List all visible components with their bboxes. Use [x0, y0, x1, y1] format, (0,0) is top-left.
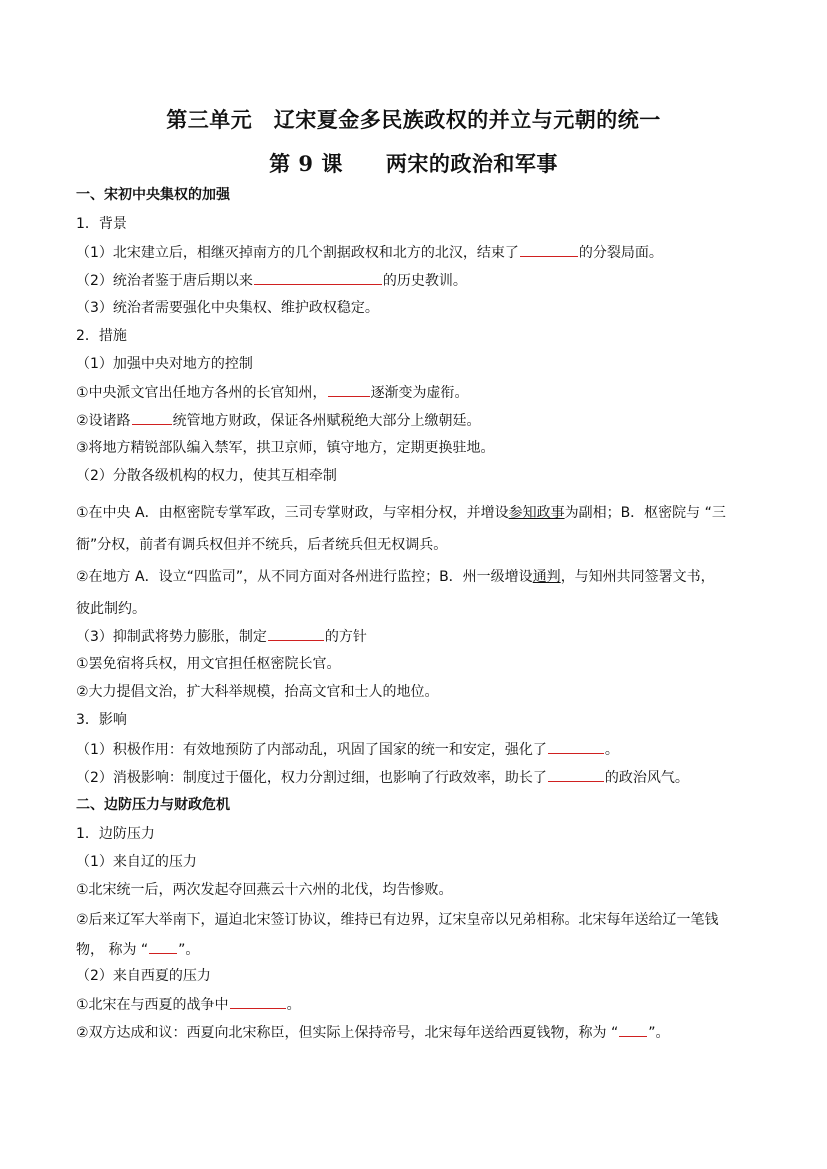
text: ①北宋在与西夏的战争中 [76, 997, 229, 1013]
text: （2）统治者鉴于唐后期以来 [76, 273, 253, 289]
fill-blank[interactable] [149, 939, 177, 954]
lesson-title: 第 9 课 两宋的政治和军事 [269, 151, 558, 176]
underlined-term: 参知政事 [508, 505, 565, 521]
measures-label: 2．措施 [76, 328, 127, 344]
underlined-term: 通判 [532, 569, 561, 585]
text: 的政治风气。 [604, 770, 689, 786]
background-item-1 [76, 242, 663, 263]
measure-2-heading: （2）分散各级机构的权力，使其互相牵制 [76, 468, 337, 484]
impact-negative [76, 767, 689, 788]
unit-title: 第三单元 辽宋夏金多民族政权的并立与元朝的统一 [166, 107, 661, 132]
text: 的历史教训。 [382, 273, 467, 289]
fill-blank[interactable] [548, 767, 604, 782]
border-pressure-label: 1．边防压力 [76, 826, 155, 842]
xixia-item-1 [76, 994, 301, 1015]
text: （3）抑制武将势力膨胀，制定 [76, 629, 267, 645]
text: ①在中央 A．由枢密院专掌军政，三司专掌财政，与宰相分权，并增设 [76, 505, 509, 521]
measure-1-item-a [76, 382, 469, 403]
fill-blank[interactable] [254, 270, 382, 285]
liao-item-1: ①北宋统一后，两次发起夺回燕云十六州的北伐，均告惨败。 [76, 882, 453, 898]
impact-positive [76, 739, 619, 760]
text: ②在地方 A．设立“四监司”，从不同方面对各州进行监控；B．州一级增设 [76, 569, 533, 585]
text: 为副相；B．枢密院与 “三 [564, 505, 726, 521]
measure-2-item-a-cont: 衙”分权，前者有调兵权但并不统兵，后者统兵但无权调兵。 [76, 537, 448, 553]
text: 的方针 [324, 629, 367, 645]
text: ，与知州共同签署文书， [560, 569, 715, 585]
liao-item-2-cont [76, 939, 199, 960]
text: （1）积极作用：有效地预防了内部动乱，巩固了国家的统一和安定，强化了 [76, 742, 547, 758]
measure-1-heading: （1）加强中央对地方的控制 [76, 356, 253, 372]
xixia-item-2 [76, 1022, 670, 1043]
text: 的分裂局面。 [578, 245, 663, 261]
measure-3-heading [76, 626, 367, 647]
text: 。 [286, 997, 301, 1013]
measure-3-item-a: ①罢免宿将兵权，用文官担任枢密院长官。 [76, 656, 341, 672]
text: 逐渐变为虚衔。 [370, 385, 469, 401]
measure-2-item-a [76, 503, 726, 523]
section-2-heading: 二、边防压力与财政危机 [76, 797, 230, 813]
section-1-heading: 一、宋初中央集权的加强 [76, 187, 230, 203]
text: 物， 称为 “ [76, 942, 149, 958]
text: （1）北宋建立后，相继灭掉南方的几个割据政权和北方的北汉，结束了 [76, 245, 519, 261]
text: ②设诸路 [76, 413, 131, 429]
liao-item-2: ②后来辽军大举南下，逼迫北宋签订协议，维持已有边界，辽宋皇帝以兄弟相称。北宋每年送给辽一笔钱 [76, 912, 719, 928]
measure-2-item-b-cont: 彼此制约。 [76, 601, 146, 617]
fill-blank[interactable] [520, 242, 578, 257]
fill-blank[interactable] [619, 1022, 647, 1037]
text: 。 [604, 742, 619, 758]
background-item-3: （3）统治者需要强化中央集权、维护政权稳定。 [76, 300, 379, 316]
measure-1-item-b [76, 410, 481, 431]
text: （2）消极影响：制度过于僵化，权力分割过细，也影响了行政效率，助长了 [76, 770, 547, 786]
measure-1-item-c: ③将地方精锐部队编入禁军，拱卫京师，镇守地方，定期更换驻地。 [76, 440, 495, 456]
impact-label: 3．影响 [76, 712, 127, 728]
measure-3-item-b: ②大力提倡文治，扩大科举规模，抬高文官和士人的地位。 [76, 684, 439, 700]
fill-blank[interactable] [230, 994, 286, 1009]
fill-blank[interactable] [268, 626, 324, 641]
measure-2-item-b [76, 567, 715, 587]
text: 统管地方财政，保证各州赋税绝大部分上缴朝廷。 [172, 413, 481, 429]
fill-blank[interactable] [548, 739, 604, 754]
liao-pressure-heading: （1）来自辽的压力 [76, 854, 197, 870]
background-label: 1．背景 [76, 216, 127, 232]
xixia-pressure-heading: （2）来自西夏的压力 [76, 968, 211, 984]
text: ②双方达成和议：西夏向北宋称臣，但实际上保持帝号，北宋每年送给西夏钱物，称为 “ [76, 1025, 619, 1041]
background-item-2 [76, 270, 467, 291]
fill-blank[interactable] [132, 410, 172, 425]
text: ”。 [178, 942, 200, 958]
text: ”。 [648, 1025, 670, 1041]
fill-blank[interactable] [328, 382, 370, 397]
text: ①中央派文官出任地方各州的长官知州， [76, 385, 327, 401]
